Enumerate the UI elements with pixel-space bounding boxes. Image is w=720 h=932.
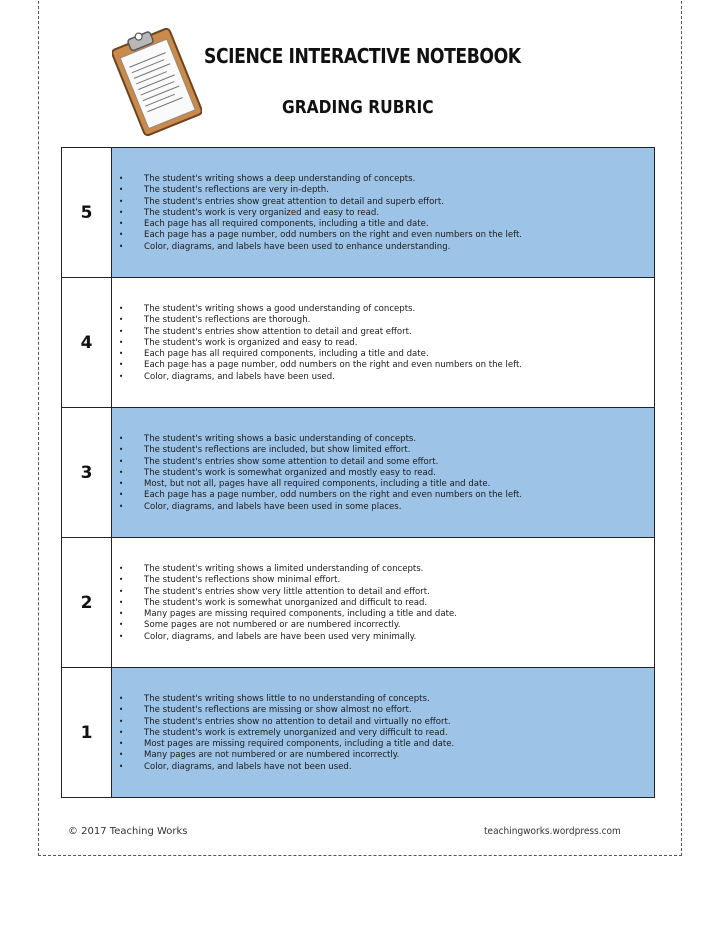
criteria-item: • Each page has all required components, including a title and date. — [118, 218, 522, 229]
criteria-cell — [112, 538, 654, 667]
rubric-row-4 — [62, 278, 654, 408]
criteria-item: • The student's work is somewhat unorganized and difficult to read. — [118, 597, 457, 608]
grading-rubric-table — [61, 147, 655, 798]
score-cell: 4 — [62, 278, 112, 407]
criteria-item: • Many pages are missing required components, including a title and date. — [118, 608, 457, 619]
criteria-item: • Most pages are missing required components, including a title and date. — [118, 738, 454, 749]
criteria-item: • The student's entries show attention to detail and great effort. — [118, 326, 522, 337]
criteria-list — [118, 693, 480, 772]
criteria-item: • Each page has a page number, odd numbers on the right and even numbers on the left. — [118, 229, 522, 240]
criteria-item: • Each page has all required components, including a title and date. — [118, 348, 522, 359]
criteria-item: • Color, diagrams, and labels have been used in some places. — [118, 501, 522, 512]
criteria-item: • The student's writing shows a basic understanding of concepts. — [118, 433, 522, 444]
rubric-row-1 — [62, 668, 654, 797]
criteria-cell — [112, 668, 654, 797]
criteria-item: • The student's reflections are included, but show limited effort. — [118, 444, 522, 455]
score-cell: 5 — [62, 148, 112, 277]
criteria-item: • Color, diagrams, and labels have not been used. — [118, 761, 454, 772]
criteria-item: • The student's reflections are very in-depth. — [118, 184, 522, 195]
page-subtitle: GRADING RUBRIC — [282, 97, 434, 118]
criteria-item: • The student's writing shows a good understanding of concepts. — [118, 303, 522, 314]
criteria-item: • Color, diagrams, and labels have been used to enhance understanding. — [118, 241, 522, 252]
footer-website: teachingworks.wordpress.com — [484, 826, 621, 837]
criteria-item: • Color, diagrams, and labels are have been used very minimally. — [118, 631, 457, 642]
criteria-item: • The student's entries show no attention to detail and virtually no effort. — [118, 716, 454, 727]
criteria-item: • The student's work is extremely unorganized and very difficult to read. — [118, 727, 454, 738]
criteria-item: • The student's entries show great attention to detail and superb effort. — [118, 196, 522, 207]
criteria-item: • The student's writing shows a deep understanding of concepts. — [118, 173, 522, 184]
criteria-item: • Each page has a page number, odd numbers on the right and even numbers on the left. — [118, 359, 522, 370]
criteria-item: • Most, but not all, pages have all required components, including a title and date. — [118, 478, 522, 489]
criteria-cell — [112, 278, 654, 407]
criteria-item: • The student's reflections show minimal effort. — [118, 574, 457, 585]
footer-copyright: © 2017 Teaching Works — [68, 826, 188, 837]
score-cell: 3 — [62, 408, 112, 537]
criteria-item: • The student's reflections are missing or show almost no effort. — [118, 704, 454, 715]
criteria-cell — [112, 148, 654, 277]
criteria-cell — [112, 408, 654, 537]
rubric-row-5 — [62, 148, 654, 278]
criteria-item: • The student's work is somewhat organized and mostly easy to read. — [118, 467, 522, 478]
rubric-row-2 — [62, 538, 654, 668]
score-cell: 1 — [62, 668, 112, 797]
criteria-item: • Each page has a page number, odd numbers on the right and even numbers on the left. — [118, 489, 522, 500]
rubric-row-3 — [62, 408, 654, 538]
criteria-item: • The student's work is very organized and easy to read. — [118, 207, 522, 218]
clipboard-icon — [112, 22, 202, 142]
criteria-list — [118, 563, 482, 642]
criteria-item: • The student's entries show some attention to detail and some effort. — [118, 456, 522, 467]
criteria-item: • Many pages are not numbered or are numbered incorrectly. — [118, 749, 454, 760]
criteria-list — [118, 433, 552, 512]
criteria-item: • Color, diagrams, and labels have been used. — [118, 371, 522, 382]
criteria-item: • The student's writing shows little to no understanding of concepts. — [118, 693, 454, 704]
criteria-list — [118, 173, 552, 252]
criteria-item: • The student's writing shows a limited understanding of concepts. — [118, 563, 457, 574]
criteria-item: • The student's work is organized and easy to read. — [118, 337, 522, 348]
criteria-list — [118, 303, 552, 382]
criteria-item: • Some pages are not numbered or are numbered incorrectly. — [118, 619, 457, 630]
page-title: SCIENCE INTERACTIVE NOTEBOOK — [204, 44, 521, 68]
score-cell: 2 — [62, 538, 112, 667]
criteria-item: • The student's reflections are thorough. — [118, 314, 522, 325]
criteria-item: • The student's entries show very little attention to detail and effort. — [118, 586, 457, 597]
